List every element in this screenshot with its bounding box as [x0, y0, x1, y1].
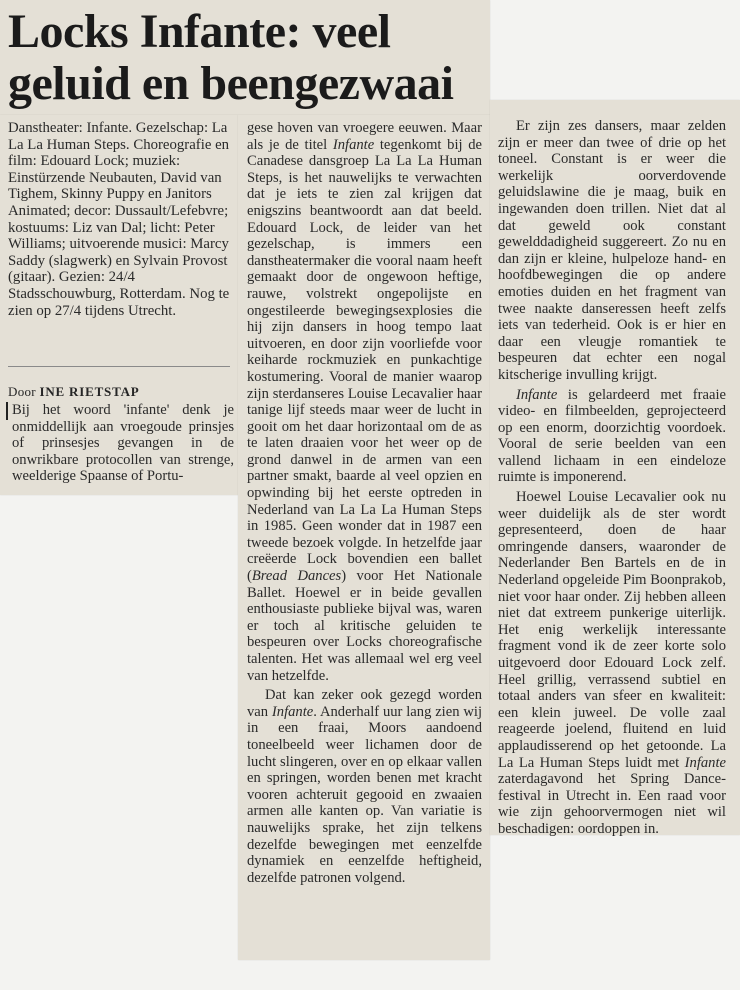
ballet-title-italic: Bread Dances — [251, 568, 342, 585]
title-italic: Infante — [332, 136, 375, 153]
intro-paragraph: Bij het woord 'infante' denk je onmiddellijk aan vroegoude prinsjes of prinsesjes gevangen in de onwrikbare protocollen van strenge, weelderige Spaanse of Portu- — [12, 402, 234, 485]
production-credits — [8, 120, 234, 319]
title-italic: Infante — [684, 754, 726, 771]
byline-prefix: Door — [8, 384, 36, 399]
paragraph-marker — [6, 402, 8, 420]
text-run: tegenkomt bij de Canadese dansgroep La La La Human Steps, is het nauwelijks te verwachten dat je iets te zien zal krijgen dat enigszins beantwoordt aan dat beeld. Edouard Lock, de leider van het gezelschap, is immers een danstheatermaker die vooral naam heeft gemaakt door de ongewoon heftige, rauwe, volstrekt ongepolijste en ongestileerde bewegingsexplosies die hij zijn dansers in hoog tempo laat uitvoeren, en door zijn voorliefde voor keiharde rockmuziek en punkachtige kostumering. Vooral de manier waarop zijn sterdanseres Louise Lecavalier haar tanige lijf steeds maar weer de lucht in gooit om het daar horizontaal om de as te laten draaien voor het weer op de grond danwel in de armen van een partner smakt, baarde al veel opzien en opwinding bij het eerste optreden in Nederland van La La La Human Steps in 1985. Geen wonder dat in 1987 een tweede bezoek volgde. In hetzelfde jaar creëerde Lock bovendien een ballet ( — [247, 136, 482, 585]
text-run: zaterdagavond het Spring Dance-festival in Utrecht in. Een raad voor wie zijn gehoorvermogen niet wil beschadigen: oordoppen in. — [498, 771, 726, 837]
column-right-paragraph-1: Er zijn zes dansers, maar zelden zijn er meer dan twee of drie op het toneel. Constant is er weer die werkelijk oorverdovende geluidslawine die je maag, buik en ingewanden doen trillen. Niet dat al dat geweld ook constant gewelddadigheid suggereert. Zo nu en dan zijn er kleine, hulpeloze hand- en hoofdbewegingen die op andere emoties duiden en het fragment van twee naakte danseressen heeft zelfs iets van tederheid. Ook is er hier en daar een vleugje romantiek te bespeuren dat echter een nogal kitscherige invulling krijgt. — [498, 118, 726, 383]
text-run: Dat kan zeker ook gezegd worden van — [247, 687, 482, 720]
article-intro — [12, 402, 234, 485]
column-middle-paragraph-1 — [247, 120, 482, 684]
credits-text: Danstheater: Infante. Gezelschap: La La La Human Steps. Choreografie en film: Edouard Lock; muziek: Einstürzende Neubauten, David van Tighem, Skinny Puppy en Janitors Animated; decor: Dussault/Lefebvre; kostuums: Liz van Dal; licht: Peter Williams; uitvoerende musici: Marcy Saddy (slagwerk) en Sylvain Provost (gitaar). Gezien: 24/4 Stadsschouwburg, Rotterdam. Nog te zien op 27/4 tijdens Utrecht. — [8, 120, 230, 319]
column-middle-paragraph-2 — [247, 687, 482, 886]
article-headline: Locks Infante: veel geluid en beengezwaai — [8, 5, 454, 110]
article-column-middle — [247, 120, 482, 886]
column-right-paragraph-2 — [498, 387, 726, 487]
title-italic: Infante — [516, 386, 558, 403]
text-run: gese hoven van vroegere eeuwen. Maar als je de titel — [247, 120, 482, 153]
text-run: is gelardeerd met fraaie video- en filmbeelden, geprojecteerd op een enorm, doorzichtig voordoek. Vooral de serie beelden van een vallend lichaam in een eindeloze ruimte is imponerend. — [498, 386, 726, 486]
credits-divider — [8, 366, 230, 367]
byline — [8, 384, 234, 400]
column-right-paragraph-3 — [498, 489, 726, 837]
text-run: Hoewel Louise Lecavalier ook nu weer duidelijk als de ster wordt gepresenteerd, doen de haar omringende dansers, waaronder de Nederlander Ben Bartels en de in Nederland opgeleide Pim Boonprakob, niet voor haar onder. Zij hebben alleen niet dat extreem punkerige uiterlijk. Het enig werkelijk interessante fragment vond ik de zeer korte solo uitgevoerd door Edouard Lock zelf. Heel grillig, verrassend subtiel en totaal anders van sfeer en kwaliteit: een klein juweel. De volle zaal reageerde joelend, fluitend en luid applaudisserend op het getoonde. La La La Human Steps luidt met — [498, 489, 726, 771]
byline-author: INE RIETSTAP — [39, 384, 140, 399]
text-run: . Anderhalf uur lang zien wij in een fraai, Moors aandoend toneelbeeld weer lichamen door de lucht slingeren, over en op elkaar vallen en springen, worden benen met kracht vooren achteruit gegooid en zwaaien armen alle kanten op. Van variatie is nauwelijks sprake, het zijn telkens dezelfde bewegingen met eenzelfde dynamiek en eenzelfde heftigheid, dezelfde patronen volgend. — [247, 703, 482, 886]
title-italic: Infante — [271, 703, 314, 720]
article-column-right — [498, 118, 726, 838]
text-run: ) voor Het Nationale Ballet. Hoewel er in beide gevallen enthousiaste publieke bijval was, waren er toch al kritische geluiden te bespeuren over Locks choreografische talenten. Het was allemaal wel erg veel van hetzelfde. — [247, 568, 482, 684]
